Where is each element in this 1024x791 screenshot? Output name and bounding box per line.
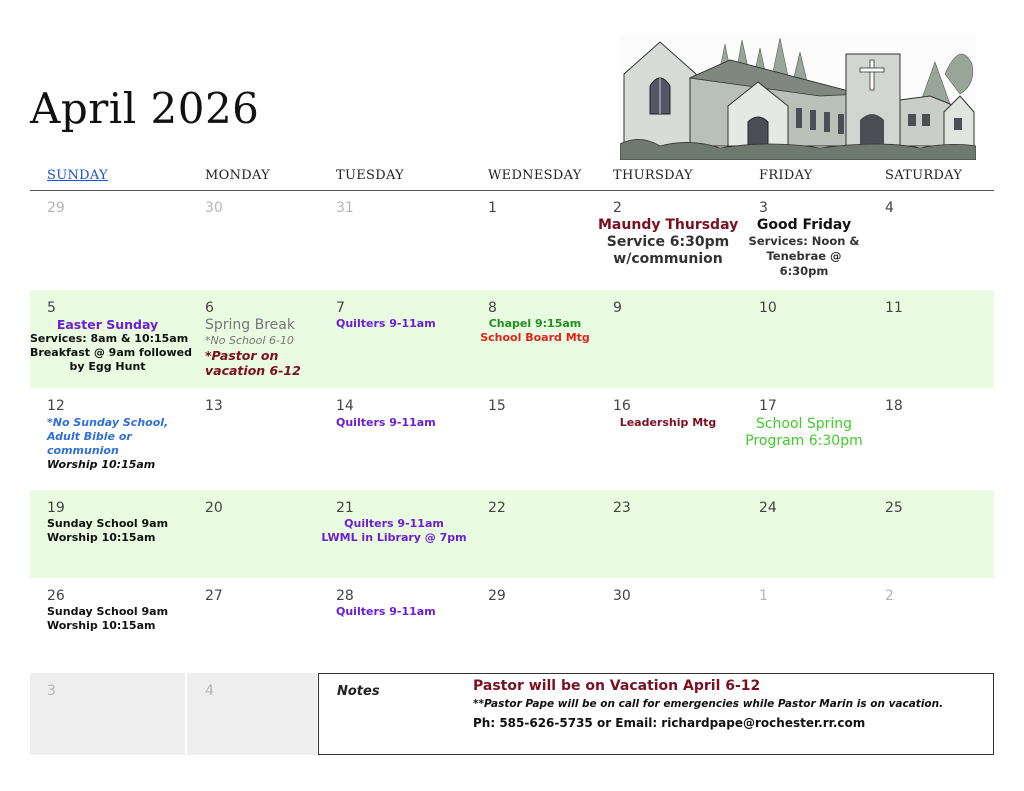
event-quilters: Quilters 9-11am [336,605,436,618]
week-row [30,290,994,388]
event-quilters: Quilters 9-11am [336,317,436,330]
event-no-sunday-school: *No Sunday School, [47,416,169,429]
day-number: 30 [205,200,223,216]
day-number: 23 [613,500,631,516]
day-number: 20 [205,500,223,516]
week-row [30,490,994,578]
day-number: 3 [47,683,56,699]
event-goodfriday-line: Tenebrae @ [766,249,842,263]
event-easter-title: Easter Sunday [56,317,159,332]
day-number: 7 [336,300,345,316]
day-number: 1 [488,200,497,216]
day-number: 9 [613,300,622,316]
event-quilters: Quilters 9-11am [336,416,436,429]
day-number: 18 [885,398,903,414]
event-school-board: School Board Mtg [480,331,590,344]
event-sunday-school: Sunday School 9am [47,605,169,618]
day-number: 12 [47,398,65,414]
event-pastor-vacation: vacation 6-12 [205,363,301,378]
day-number: 17 [759,398,777,414]
event-spring-break: Spring Break [205,317,295,333]
day-number: 29 [488,588,506,604]
day-number: 27 [205,588,223,604]
day-cell-gray [30,673,185,755]
event-easter-line: by Egg Hunt [69,360,146,373]
event-worship: Worship 10:15am [47,458,156,471]
event-easter-line: Services: 8am & 10:15am [30,332,189,345]
notes-label: Notes [337,684,380,699]
event-goodfriday-line: Services: Noon & [748,234,860,248]
weekday-wednesday: WEDNESDAY [488,168,582,183]
day-number: 25 [885,500,903,516]
day-number: 14 [336,398,354,414]
day-number: 29 [47,200,65,216]
event-no-sunday-school: Adult Bible or [47,430,132,443]
day-number: 30 [613,588,631,604]
notes-line: **Pastor Pape will be on call for emergencies while Pastor Marin is on vacation. [473,698,944,710]
day-number: 24 [759,500,777,516]
weekday-friday: FRIDAY [759,168,813,183]
event-goodfriday-title: Good Friday [756,217,852,233]
day-number: 2 [613,200,622,216]
day-number: 6 [205,300,214,316]
notes-contact: Ph: 585-626-5735 or Email: richardpape@rochester.rr.com [473,716,866,730]
day-number: 13 [205,398,223,414]
event-goodfriday-line: 6:30pm [779,264,829,278]
day-number: 3 [759,200,768,216]
event-maundy-line: w/communion [613,251,723,267]
day-number: 4 [205,683,214,699]
day-number: 15 [488,398,506,414]
page-title: April 2026 [30,84,260,133]
day-cell-gray [187,673,317,755]
day-number: 16 [613,398,631,414]
day-number: 19 [47,500,65,516]
day-number: 22 [488,500,506,516]
event-no-sunday-school: communion [47,444,119,457]
event-no-school: *No School 6-10 [205,334,294,347]
event-school-spring-program: School Spring [755,416,853,432]
week-row [30,388,994,490]
day-number: 8 [488,300,497,316]
weekday-header-row [30,166,994,191]
weekday-sunday[interactable]: SUNDAY [47,168,108,183]
event-lwml: LWML in Library @ 7pm [321,531,467,544]
weekday-tuesday: TUESDAY [336,168,404,183]
day-number: 1 [759,588,768,604]
week-row [30,190,994,290]
event-quilters: Quilters 9-11am [344,517,444,530]
weekday-monday: MONDAY [205,168,271,183]
event-maundy-line: Service 6:30pm [606,234,730,250]
event-worship: Worship 10:15am [47,619,156,632]
event-school-spring-program: Program 6:30pm [745,433,863,449]
event-chapel: Chapel 9:15am [488,317,582,330]
event-worship: Worship 10:15am [47,531,156,544]
day-number: 2 [885,588,894,604]
day-number: 10 [759,300,777,316]
event-pastor-vacation: *Pastor on [205,348,279,363]
event-sunday-school: Sunday School 9am [47,517,169,530]
event-leadership: Leadership Mtg [619,416,717,429]
notes-box [318,673,994,755]
day-number: 21 [336,500,354,516]
event-easter-line: Breakfast @ 9am followed [30,346,192,359]
notes-headline: Pastor will be on Vacation April 6-12 [473,678,761,694]
weekday-thursday: THURSDAY [613,168,693,183]
day-number: 5 [47,300,56,316]
day-number: 31 [336,200,354,216]
day-number: 11 [885,300,903,316]
event-maundy-title: Maundy Thursday [598,217,739,233]
week-row [30,578,994,670]
church-illustration [620,34,976,160]
day-number: 28 [336,588,354,604]
day-number: 4 [885,200,894,216]
weekday-saturday: SATURDAY [885,168,963,183]
day-number: 26 [47,588,65,604]
